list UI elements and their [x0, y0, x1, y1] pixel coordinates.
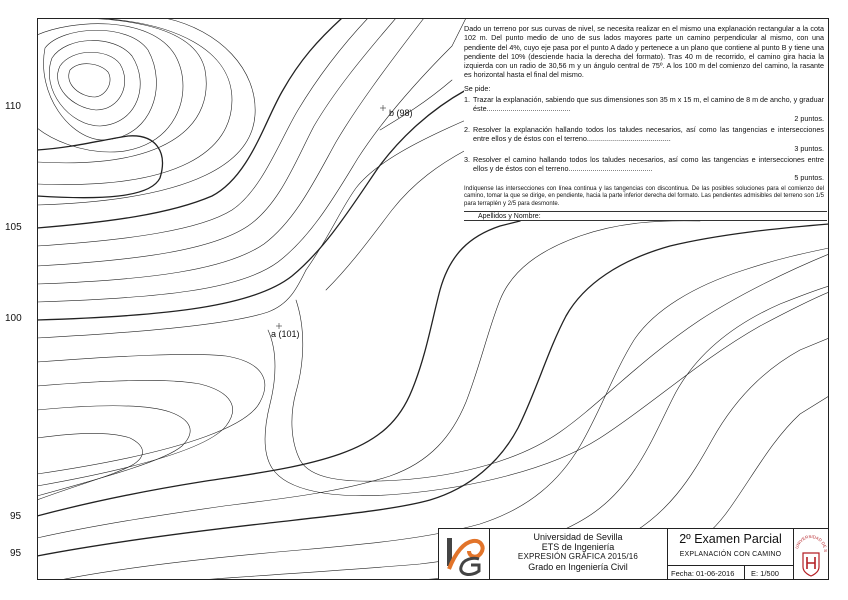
- svg-text:UNIVERSIDAD DE SEVILLA: UNIVERSIDAD DE S: [794, 533, 829, 553]
- university-seal: [793, 529, 829, 579]
- question-points: 2 puntos.: [794, 113, 824, 123]
- question-item: [464, 125, 824, 153]
- title-block: [438, 528, 829, 580]
- university-name: Universidad de Sevilla: [533, 532, 623, 542]
- question-text: Resolver la explanación hallando todos los taludes necesarios, así como las tangencias e intersecciones entre ellos y de éstos con el terreno..........................................: [473, 124, 824, 144]
- exam-meta-row: [668, 565, 793, 580]
- se-pide-heading: Se pide:: [464, 83, 491, 93]
- problem-statement-panel: [464, 24, 824, 220]
- exam-info: [668, 529, 794, 579]
- exam-subtitle: EXPLANACIÓN CON CAMINO: [679, 551, 782, 558]
- ig-logo-icon: [439, 529, 489, 579]
- question-number: 3.: [464, 154, 470, 164]
- name-label: Apellidos y Nombre:: [478, 213, 541, 220]
- course-name: EXPRESIÓN GRÁFICA 2015/16: [517, 552, 639, 561]
- question-item: [464, 155, 824, 183]
- contour-label-110: 110: [5, 101, 21, 112]
- question-text: Trazar la explanación, sabiendo que sus dimensiones son 35 m x 15 m, el camino de 8 m de ancho, y graduar éste..........................................: [473, 95, 824, 114]
- university-seal-icon: [793, 529, 829, 579]
- problem-statement: Dado un terreno por sus curvas de nivel, se necesita realizar en el mismo una explanación rectangular a la cota 102 m. Del punto medio de uno de sus lados mayores parte un camino perpendicular al mismo, con una pendiente del 4%, cuyo eje pasa por el punto A dado y pertenece a un plano que contiene al punto B y tiene una pendiente del 10% (desciende hacia la derecha del formato). Tras 40 m de recorrido, el camino gira hacia la izquierda con un radio de 30,56 m y un ángulo central de 75º. A los 100 m del comienzo del camino, la rasante es horizontal hasta el final del mismo.: [464, 24, 824, 80]
- contour-label-95-a: 95: [10, 511, 22, 522]
- degree-name: Grado en Ingeniería Civil: [528, 562, 628, 572]
- point-b-label: b (98): [389, 108, 413, 118]
- exam-scale: E: 1/500: [751, 569, 779, 578]
- contour-label-100: 100: [5, 313, 22, 324]
- university-info: [489, 529, 668, 579]
- problem-notes: Indíquense las intersecciones con línea continua y las tangencias con discontinua. De las posibles soluciones para el comienzo del camino, tomar la que se dirige, en pendiente, hacia la parte inferior derecha del formato. Las pendientes admisibles del terreno son 1/5 para terraplén y 2/5 para desmonte.: [464, 185, 824, 207]
- question-points: 5 puntos.: [794, 173, 824, 183]
- question-list: [464, 95, 824, 183]
- contour-label-105: 105: [5, 222, 22, 233]
- question-points: 3 puntos.: [794, 143, 824, 153]
- contour-label-95-b: 95: [10, 548, 22, 559]
- question-item: [464, 95, 824, 123]
- exam-date: Fecha: 01-06-2016: [671, 569, 735, 578]
- exam-title: 2º Examen Parcial: [679, 532, 782, 546]
- question-number: 1.: [464, 95, 470, 105]
- ig-logo: [439, 529, 490, 579]
- student-name-field[interactable]: [464, 211, 827, 221]
- school-name: ETS de Ingeniería: [541, 542, 615, 552]
- point-a-label: a (101): [271, 329, 300, 339]
- question-text: Resolver el camino hallando todos los taludes necesarios, así como las tangencias e intersecciones entre ellos y de éstos con el terreno..........................................: [473, 154, 824, 174]
- question-number: 2.: [464, 124, 470, 134]
